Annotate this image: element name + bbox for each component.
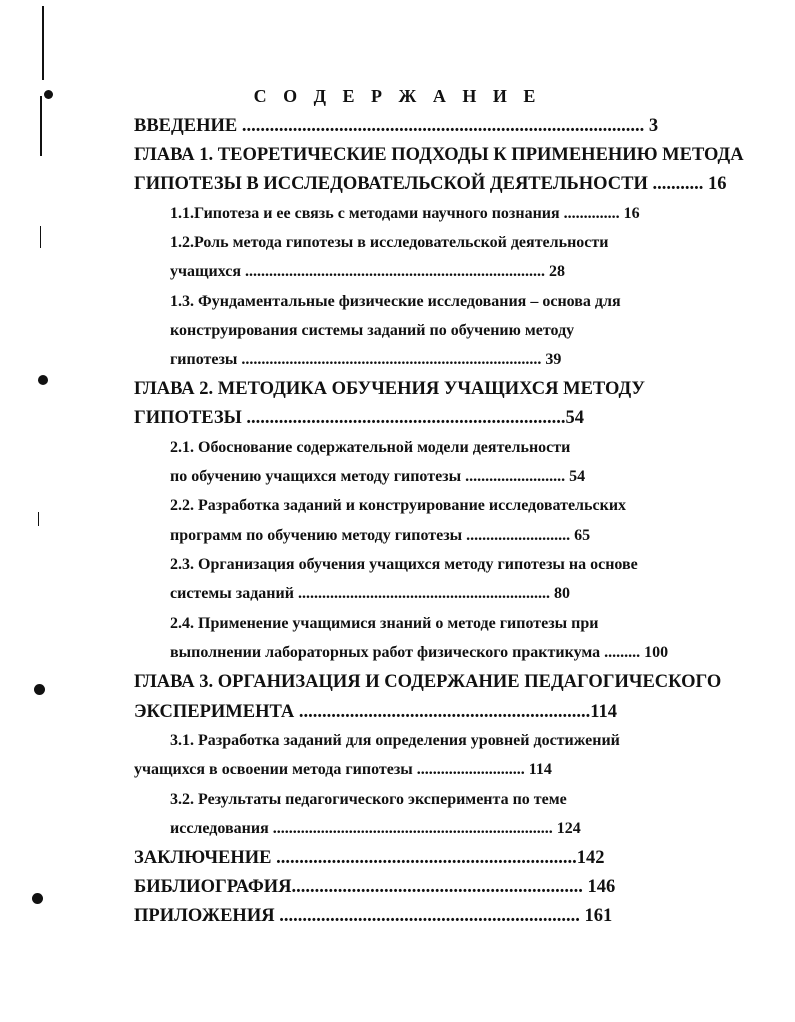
toc-entry-conclusion: ЗАКЛЮЧЕНИЕ .................................................................142: [134, 848, 605, 868]
punch-hole-mark: [38, 375, 48, 385]
toc-section-2-3: 2.3. Организация обучения учащихся методу гипотезы на основе: [170, 556, 638, 573]
punch-hole-mark: [32, 893, 43, 904]
toc-section-3-2-cont: исследования ...................................................................... 124: [170, 820, 581, 837]
toc-section-3-1: 3.1. Разработка заданий для определения уровней достижений: [170, 732, 620, 749]
toc-section-1-2-cont: учащихся ........................................................................... 28: [170, 263, 566, 280]
toc-section-2-2: 2.2. Разработка заданий и конструирование исследовательских: [170, 497, 627, 514]
toc-section-3-2: 3.2. Результаты педагогического эксперимента по теме: [170, 791, 567, 808]
toc-section-3-1-cont: учащихся в освоении метода гипотезы ........................... 114: [134, 761, 552, 778]
binding-line: [42, 6, 44, 80]
binding-line: [38, 512, 39, 526]
toc-section-2-1-cont: по обучению учащихся методу гипотезы ......................... 54: [170, 468, 586, 485]
punch-hole-mark: [34, 684, 45, 695]
toc-section-2-2-cont: программ по обучению методу гипотезы .......................... 65: [170, 527, 591, 544]
toc-section-2-4-cont: выполнении лабораторных работ физического практикума ......... 100: [170, 644, 669, 661]
toc-entry-bibliography: БИБЛИОГРАФИЯ............................................................... 146: [134, 877, 616, 897]
toc-entry-appendices: ПРИЛОЖЕНИЯ ................................................................. 161: [134, 906, 613, 926]
toc-chapter-2-heading-cont: ГИПОТЕЗЫ .....................................................................54: [134, 408, 585, 428]
toc-section-1-1: 1.1.Гипотеза и ее связь с методами научного познания .............. 16: [170, 205, 640, 222]
toc-entry-introduction: ВВЕДЕНИЕ ....................................................................................... 3: [134, 116, 659, 136]
toc-chapter-3-heading-cont: ЭКСПЕРИМЕНТА ...............................................................114: [134, 702, 617, 722]
toc-section-2-3-cont: системы заданий ............................................................... 80: [170, 585, 570, 602]
toc-chapter-3-heading: ГЛАВА 3. ОРГАНИЗАЦИЯ И СОДЕРЖАНИЕ ПЕДАГОГИЧЕСКОГО: [134, 672, 722, 692]
toc-section-2-1: 2.1. Обоснование содержательной модели деятельности: [170, 439, 571, 456]
toc-chapter-2-heading: ГЛАВА 2. МЕТОДИКА ОБУЧЕНИЯ УЧАЩИХСЯ МЕТОДУ: [134, 379, 646, 399]
toc-section-1-3: 1.3. Фундаментальные физические исследования – основа для: [170, 293, 621, 310]
toc-section-2-4: 2.4. Применение учащимися знаний о методе гипотезы при: [170, 615, 599, 632]
toc-section-1-2: 1.2.Роль метода гипотезы в исследовательской деятельности: [170, 234, 609, 251]
toc-section-1-3-cont: гипотезы ........................................................................... 39: [170, 351, 562, 368]
page-title: С О Д Е Р Ж А Н И Е: [253, 86, 542, 106]
binding-line: [40, 226, 41, 248]
toc-chapter-1-heading: ГЛАВА 1. ТЕОРЕТИЧЕСКИЕ ПОДХОДЫ К ПРИМЕНЕНИЮ МЕТОДА: [134, 145, 744, 165]
toc-chapter-1-heading-cont: ГИПОТЕЗЫ В ИССЛЕДОВАТЕЛЬСКОЙ ДЕЯТЕЛЬНОСТИ ........... 16: [134, 174, 727, 194]
toc-section-1-3-cont: конструирования системы заданий по обучению методу: [170, 322, 575, 339]
